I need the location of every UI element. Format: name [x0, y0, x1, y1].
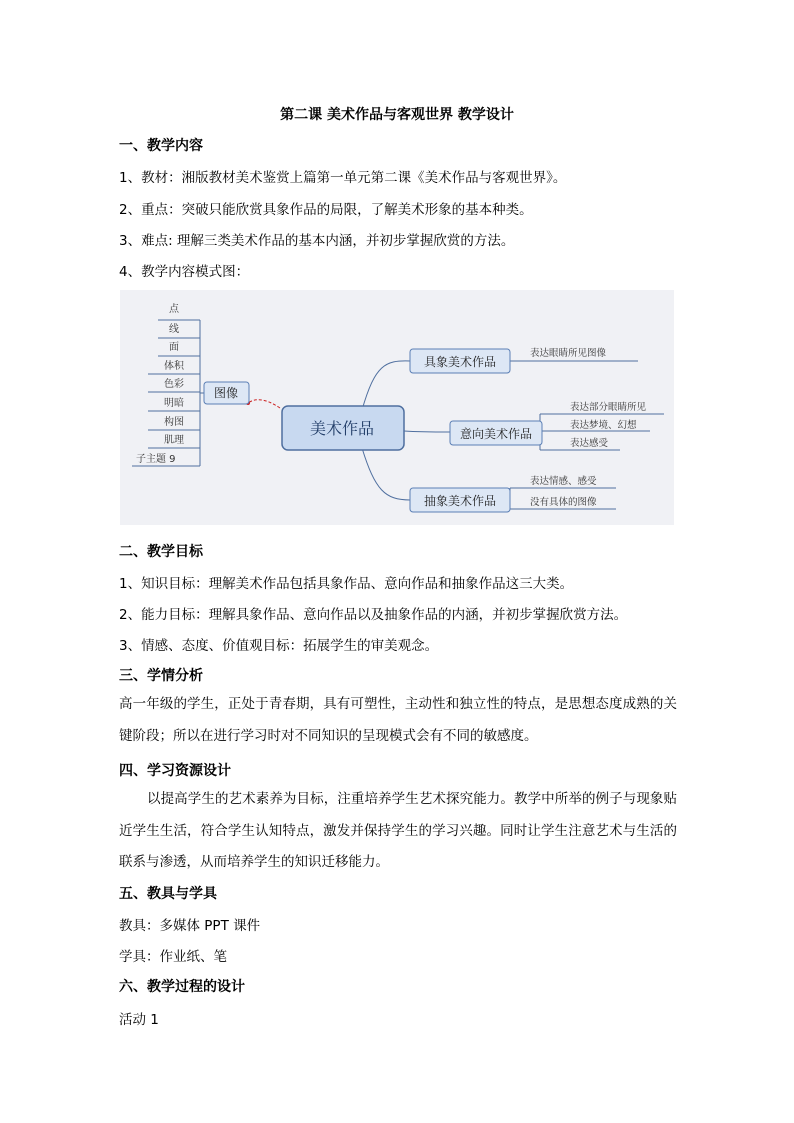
section-heading-content: 一、教学内容	[119, 138, 203, 154]
image-attribute-item: 色彩	[164, 379, 184, 390]
sub-label-concrete-1: 表达眼睛所见图像	[530, 348, 607, 359]
sub-label-intentional-2: 表达梦境、幻想	[570, 420, 637, 431]
image-node-label: 图像	[213, 386, 239, 400]
objective-item-3: 3、情感、态度、价值观目标：拓展学生的审美观念。	[119, 638, 439, 654]
tools-item-student: 学具：作业纸、笔	[119, 949, 227, 965]
image-attribute-item: 子主题 9	[136, 454, 176, 465]
section-heading-tools: 五、教具与学具	[119, 886, 217, 902]
tools-item-teacher: 教具：多媒体 PPT 课件	[119, 918, 261, 934]
objective-item-2: 2、能力目标：理解具象作品、意向作品以及抽象作品的内涵，并初步掌握欣赏方法。	[119, 607, 628, 623]
resources-paragraph: 以提高学生的艺术素养为目标，注重培养学生艺术探究能力。教学中所举的例子与现象贴近学生生活，符合学生认知特点，激发并保持学生的学习兴趣。同时让学生注意艺术与生活的联系与渗透，从而培养学生的知识迁移能力。	[119, 791, 677, 870]
section-heading-resources: 四、学习资源设计	[119, 763, 231, 779]
image-attribute-item: 面	[169, 342, 179, 353]
mind-map-diagram	[120, 290, 674, 525]
section-heading-objectives: 二、教学目标	[119, 544, 203, 560]
branch-label-concrete: 具象美术作品	[423, 355, 497, 369]
central-node-label: 美术作品	[309, 419, 375, 438]
branch-label-intentional: 意向美术作品	[459, 427, 533, 441]
content-item-2: 2、重点：突破只能欣赏具象作品的局限，了解美术形象的基本种类。	[119, 202, 533, 218]
sub-label-abstract-1: 表达情感、感受	[530, 476, 597, 487]
content-item-3: 3、难点: 理解三类美术作品的基本内涵，并初步掌握欣赏的方法。	[119, 233, 515, 249]
analysis-paragraph: 高一年级的学生，正处于青春期，具有可塑性，主动性和独立性的特点，是思想态度成熟的关键阶段；所以在进行学习时对不同知识的呈现模式会有不同的敏感度。	[119, 696, 677, 744]
objective-item-1: 1、知识目标：理解美术作品包括具象作品、意向作品和抽象作品这三大类。	[119, 576, 574, 592]
section-heading-analysis: 三、学情分析	[119, 668, 203, 684]
sub-label-intentional-3: 表达感受	[570, 438, 609, 449]
sub-label-abstract-2: 没有具体的图像	[530, 497, 597, 508]
image-attribute-item: 肌理	[164, 435, 184, 446]
image-attribute-item: 体积	[164, 361, 184, 372]
image-attribute-item: 线	[169, 324, 179, 335]
content-item-1: 1、教材：湘版教材美术鉴赏上篇第一单元第二课《美术作品与客观世界》。	[119, 170, 567, 186]
document-title: 第二课 美术作品与客观世界 教学设计	[280, 107, 514, 123]
image-attribute-item: 点	[169, 304, 179, 315]
branch-label-abstract: 抽象美术作品	[423, 494, 497, 508]
process-item-1: 活动 1	[119, 1012, 159, 1028]
image-attribute-item: 明暗	[164, 398, 184, 409]
section-heading-process: 六、教学过程的设计	[119, 979, 245, 995]
sub-label-intentional-1: 表达部分眼睛所见	[570, 402, 647, 413]
content-item-4: 4、教学内容模式图：	[119, 264, 250, 280]
image-attribute-item: 构图	[164, 417, 184, 428]
